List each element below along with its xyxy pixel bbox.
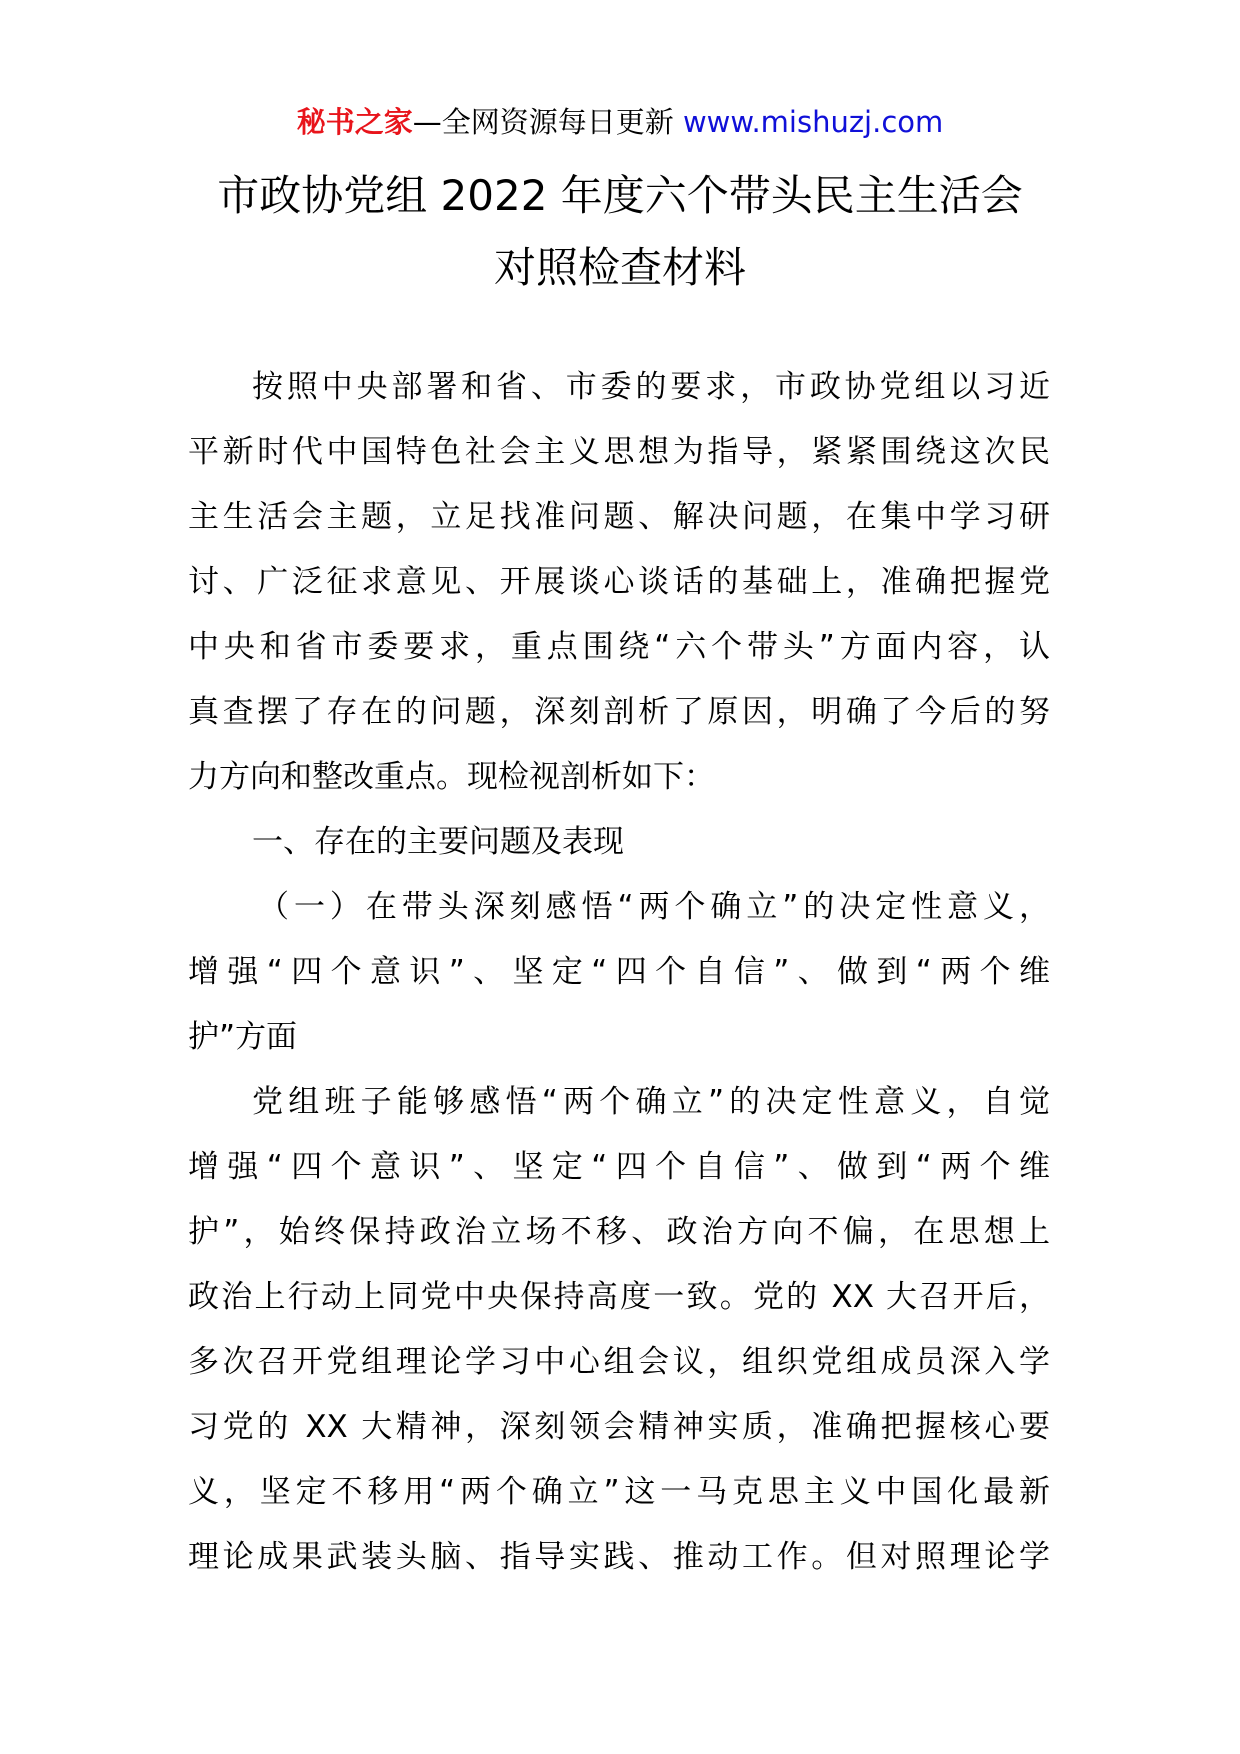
- text-line: 习党的 XX 大精神，深刻领会精神实质，准确把握核心要: [188, 1409, 1050, 1445]
- text-line: （一）在带头深刻感悟“两个确立”的决定性意义，: [258, 889, 1050, 925]
- text-line: 讨、广泛征求意见、开展谈心谈话的基础上，准确把握党: [188, 564, 1050, 600]
- text-line: 真查摆了存在的问题，深刻剖析了原因，明确了今后的努: [188, 694, 1050, 730]
- subsection-heading: [188, 875, 1050, 1070]
- title-line-2: 对照检查材料: [493, 243, 746, 292]
- text-line: 政治上行动上同党中央保持高度一致。党的 XX 大召开后，: [188, 1279, 1050, 1315]
- text-line: 主生活会主题，立足找准问题、解决问题，在集中学习研: [188, 499, 1050, 535]
- header-tagline: —全网资源每日更新: [412, 105, 674, 139]
- text-line: 党组班子能够感悟“两个确立”的决定性意义，自觉: [252, 1084, 1050, 1120]
- site-header: [0, 100, 1240, 144]
- text-line: 增强“四个意识”、坚定“四个自信”、做到“两个维: [188, 1149, 1050, 1185]
- text-line: 按照中央部署和省、市委的要求，市政协党组以习近: [252, 369, 1050, 405]
- body-paragraph: [188, 1070, 1050, 1590]
- text-line: 护”，始终保持政治立场不移、政治方向不偏，在思想上: [188, 1214, 1050, 1250]
- text-line: 力方向和整改重点。现检视剖析如下：: [188, 759, 715, 795]
- intro-paragraph: [188, 355, 1050, 810]
- site-url-link[interactable]: www.mishuzj.com: [682, 105, 944, 139]
- title-line-1: 市政协党组 2022 年度六个带头民主生活会: [217, 171, 1023, 220]
- document-body: [188, 355, 1050, 1590]
- text-line: 理论成果武装头脑、指导实践、推动工作。但对照理论学: [188, 1539, 1050, 1575]
- brand-name: 秘书之家: [296, 105, 413, 139]
- text-line: 增强“四个意识”、坚定“四个自信”、做到“两个维: [188, 954, 1050, 990]
- document-title: [0, 160, 1240, 304]
- text-line: 护”方面: [188, 1019, 298, 1055]
- text-line: 平新时代中国特色社会主义思想为指导，紧紧围绕这次民: [188, 434, 1050, 470]
- text-line: 中央和省市委要求，重点围绕“六个带头”方面内容，认: [188, 629, 1050, 665]
- section-heading: 一、存在的主要问题及表现: [252, 824, 624, 860]
- text-line: 多次召开党组理论学习中心组会议，组织党组成员深入学: [188, 1344, 1050, 1380]
- text-line: 义，坚定不移用“两个确立”这一马克思主义中国化最新: [188, 1474, 1050, 1510]
